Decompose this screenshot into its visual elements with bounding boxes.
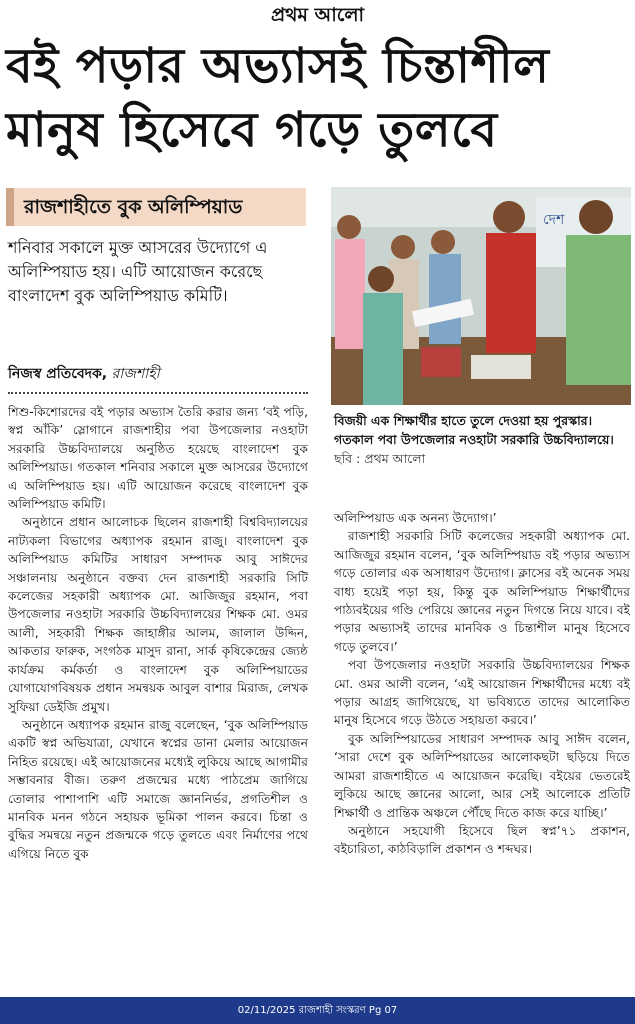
kicker-label: রাজশাহীতে বুক অলিম্পিয়াড — [6, 188, 306, 226]
byline-divider — [8, 392, 308, 394]
photo-caption-text: বিজয়ী এক শিক্ষার্থীর হাতে তুলে দেওয়া হয় পুরস্কার। গতকাল পবা উপজেলার নওহাটা সরকারি উচ্চবিদ্যালয়ে। — [334, 413, 614, 447]
paragraph: রাজশাহী সরকারি সিটি কলেজের সহকারী অধ্যাপক মো. আজিজুর রহমান বলেন, ‘বুক অলিম্পিয়াড বই পড়ার অভ্যাস গড়ে তোলার এক অসাধারণ উদ্যোগ। ক্লাসের বই অনেক সময় বাধ্য হয়েই পড়া হয়, কিন্তু বুক অলিম্পিয়াড শিক্ষার্থীদের পাঠ্যবইয়ের গণ্ডি পেরিয়ে জ্ঞানের নতুন দিগন্তে নিয়ে যাবে। বই পড়ার অভ্যাসই তাদের মানবিক ও চিন্তাশীল মানুষ হিসেবে গড়ে তুলবে।’ — [334, 529, 630, 654]
footer-edition-text: 02/11/2025 রাজশাহী সংস্করণ Pg 07 — [237, 1005, 398, 1016]
article-column-1 — [8, 403, 308, 863]
paragraph: অলিম্পিয়াড এক অনন্য উদ্যোগ।’ — [334, 511, 497, 525]
photo-illustration — [331, 187, 631, 405]
article-photo — [331, 187, 631, 405]
paragraph: অনুষ্ঠানে প্রধান আলোচক ছিলেন রাজশাহী বিশ্ববিদ্যালয়ের নাট্যকলা বিভাগের অধ্যাপক রহমান রাজু। বাংলাদেশ বুক অলিম্পিয়াড কমিটির সাধারণ সম্পাদক আবু সাঈদের সঞ্চালনায় অনুষ্ঠানে বক্তব্য দেন রাজশাহী সরকারি সিটি কলেজের সহকারী অধ্যাপক মো. আজিজুর রহমান, পবা উপজেলার নওহাটা সরকারি উচ্চবিদ্যালয়ের শিক্ষক মো. ওমর আলী, সহকারী শিক্ষক জাহাঙ্গীর আলম, জালাল উদ্দিন, আকতার ফারুক, সংগঠক মাসুদ রানা, সার্ক কৃষিকেন্দ্রের জ্যেষ্ঠ কার্যক্রম কর্মকর্তা ও বাংলাদেশ বুক অলিম্পিয়াডের যোগাযোগবিষয়ক প্রধান সমন্বয়ক আবুল বাশার মিরাজ, লেখক সুফিয়া ডেইজি প্রমুখ। — [8, 515, 308, 714]
article-column-2 — [334, 509, 630, 859]
photo-credit: ছবি : প্রথম আলো — [334, 451, 426, 466]
paragraph: অনুষ্ঠানে সহযোগী হিসেবে ছিল স্বপ্ন’৭১ প্রকাশন, বইচারিতা, কাঠবিড়ালি প্রকাশন ও শব্দঘর। — [334, 823, 630, 857]
footer-bar — [0, 997, 635, 1024]
paragraph: বুক অলিম্পিয়াডের সাধারণ সম্পাদক আবু সাঈদ বলেন, ‘সারা দেশে বুক অলিম্পিয়াডের আলোকছটা ছড়িয়ে দিতে আমরা রাজশাহীতে এ আয়োজন করেছি। বইয়ের ভেতরেই লুকিয়ে আছে জ্ঞানের আলো, আর সেই আলোকে প্রতিটি শিক্ষার্থী ও প্রান্তিক অঞ্চলে পৌঁছে দিতে কাজ করে যাচ্ছি।’ — [334, 731, 630, 820]
photo-caption — [334, 411, 630, 468]
headline-line-2: মানুষ হিসেবে গড়ে তুলবে — [6, 102, 498, 158]
paragraph: শিশু-কিশোরদের বই পড়ার অভ্যাস তৈরি করার জন্য ‘বই পড়ি, স্বপ্ন আঁকি’ স্লোগানে রাজশাহীর পবা উপজেলার নওহাটা সরকারি উচ্চবিদ্যালয়ে অনুষ্ঠিত হয়েছে বাংলাদেশ বুক অলিম্পিয়াড। গতকাল শনিবার সকালে মুক্ত আসরের উদ্যোগে এ অলিম্পিয়াড হয়। এটি আয়োজন করেছে বাংলাদেশ বুক অলিম্পিয়াড কমিটি। — [8, 405, 308, 512]
byline-place: রাজশাহী — [111, 366, 160, 382]
paragraph: অনুষ্ঠানে অধ্যাপক রহমান রাজু বলেছেন, ‘বুক অলিম্পিয়াড একটি স্বপ্ন অভিযাত্রা, যেখানে স্বপ্নের ডানা মেলার আয়োজন নিহিত রয়েছে। এই আয়োজনের মধ্যেই লুকিয়ে আছে আগামীর সম্ভাবনার বীজ। তরুণ প্রজন্মের মধ্যে পাঠপ্রেম জাগিয়ে তোলার পাশাপাশি এটি সমাজে জ্ঞাননির্ভর, প্রগতিশীল ও মানবিক মনন গঠনে সহায়ক ভূমিকা পালন করবে। চিন্তা ও বুদ্ধির সমন্বয়ে নতুন প্রজন্মকে গড়ে তুলতে এবং নির্মাণের পথে এগিয়ে নিতে বুক — [8, 717, 308, 861]
byline — [8, 362, 308, 386]
intro-summary: শনিবার সকালে মুক্ত আসরের উদ্যোগে এ অলিম্পিয়াড হয়। এটি আয়োজন করেছে বাংলাদেশ বুক অলিম্পিয়াড কমিটি। — [8, 238, 268, 305]
paragraph: পবা উপজেলার নওহাটা সরকারি উচ্চবিদ্যালয়ের শিক্ষক মো. ওমর আলী বলেন, ‘এই আয়োজন শিক্ষার্থীদের মধ্যে বই পড়ার আগ্রহ জাগিয়েছে, যা ভবিষ্যতে তাদের আলোকিত মানুষ হিসেবে গড়ে উঠতে সহায়তা করবে।’ — [334, 658, 630, 728]
photo-banner-text: দেশ — [543, 212, 565, 228]
byline-reporter: নিজস্ব প্রতিবেদক, — [8, 366, 108, 382]
headline-line-1: বই পড়ার অভ্যাসই চিন্তাশীল — [6, 38, 550, 94]
logo-text: প্রথম আলো — [270, 4, 365, 26]
masthead-logo — [0, 4, 635, 30]
headline — [6, 34, 631, 162]
